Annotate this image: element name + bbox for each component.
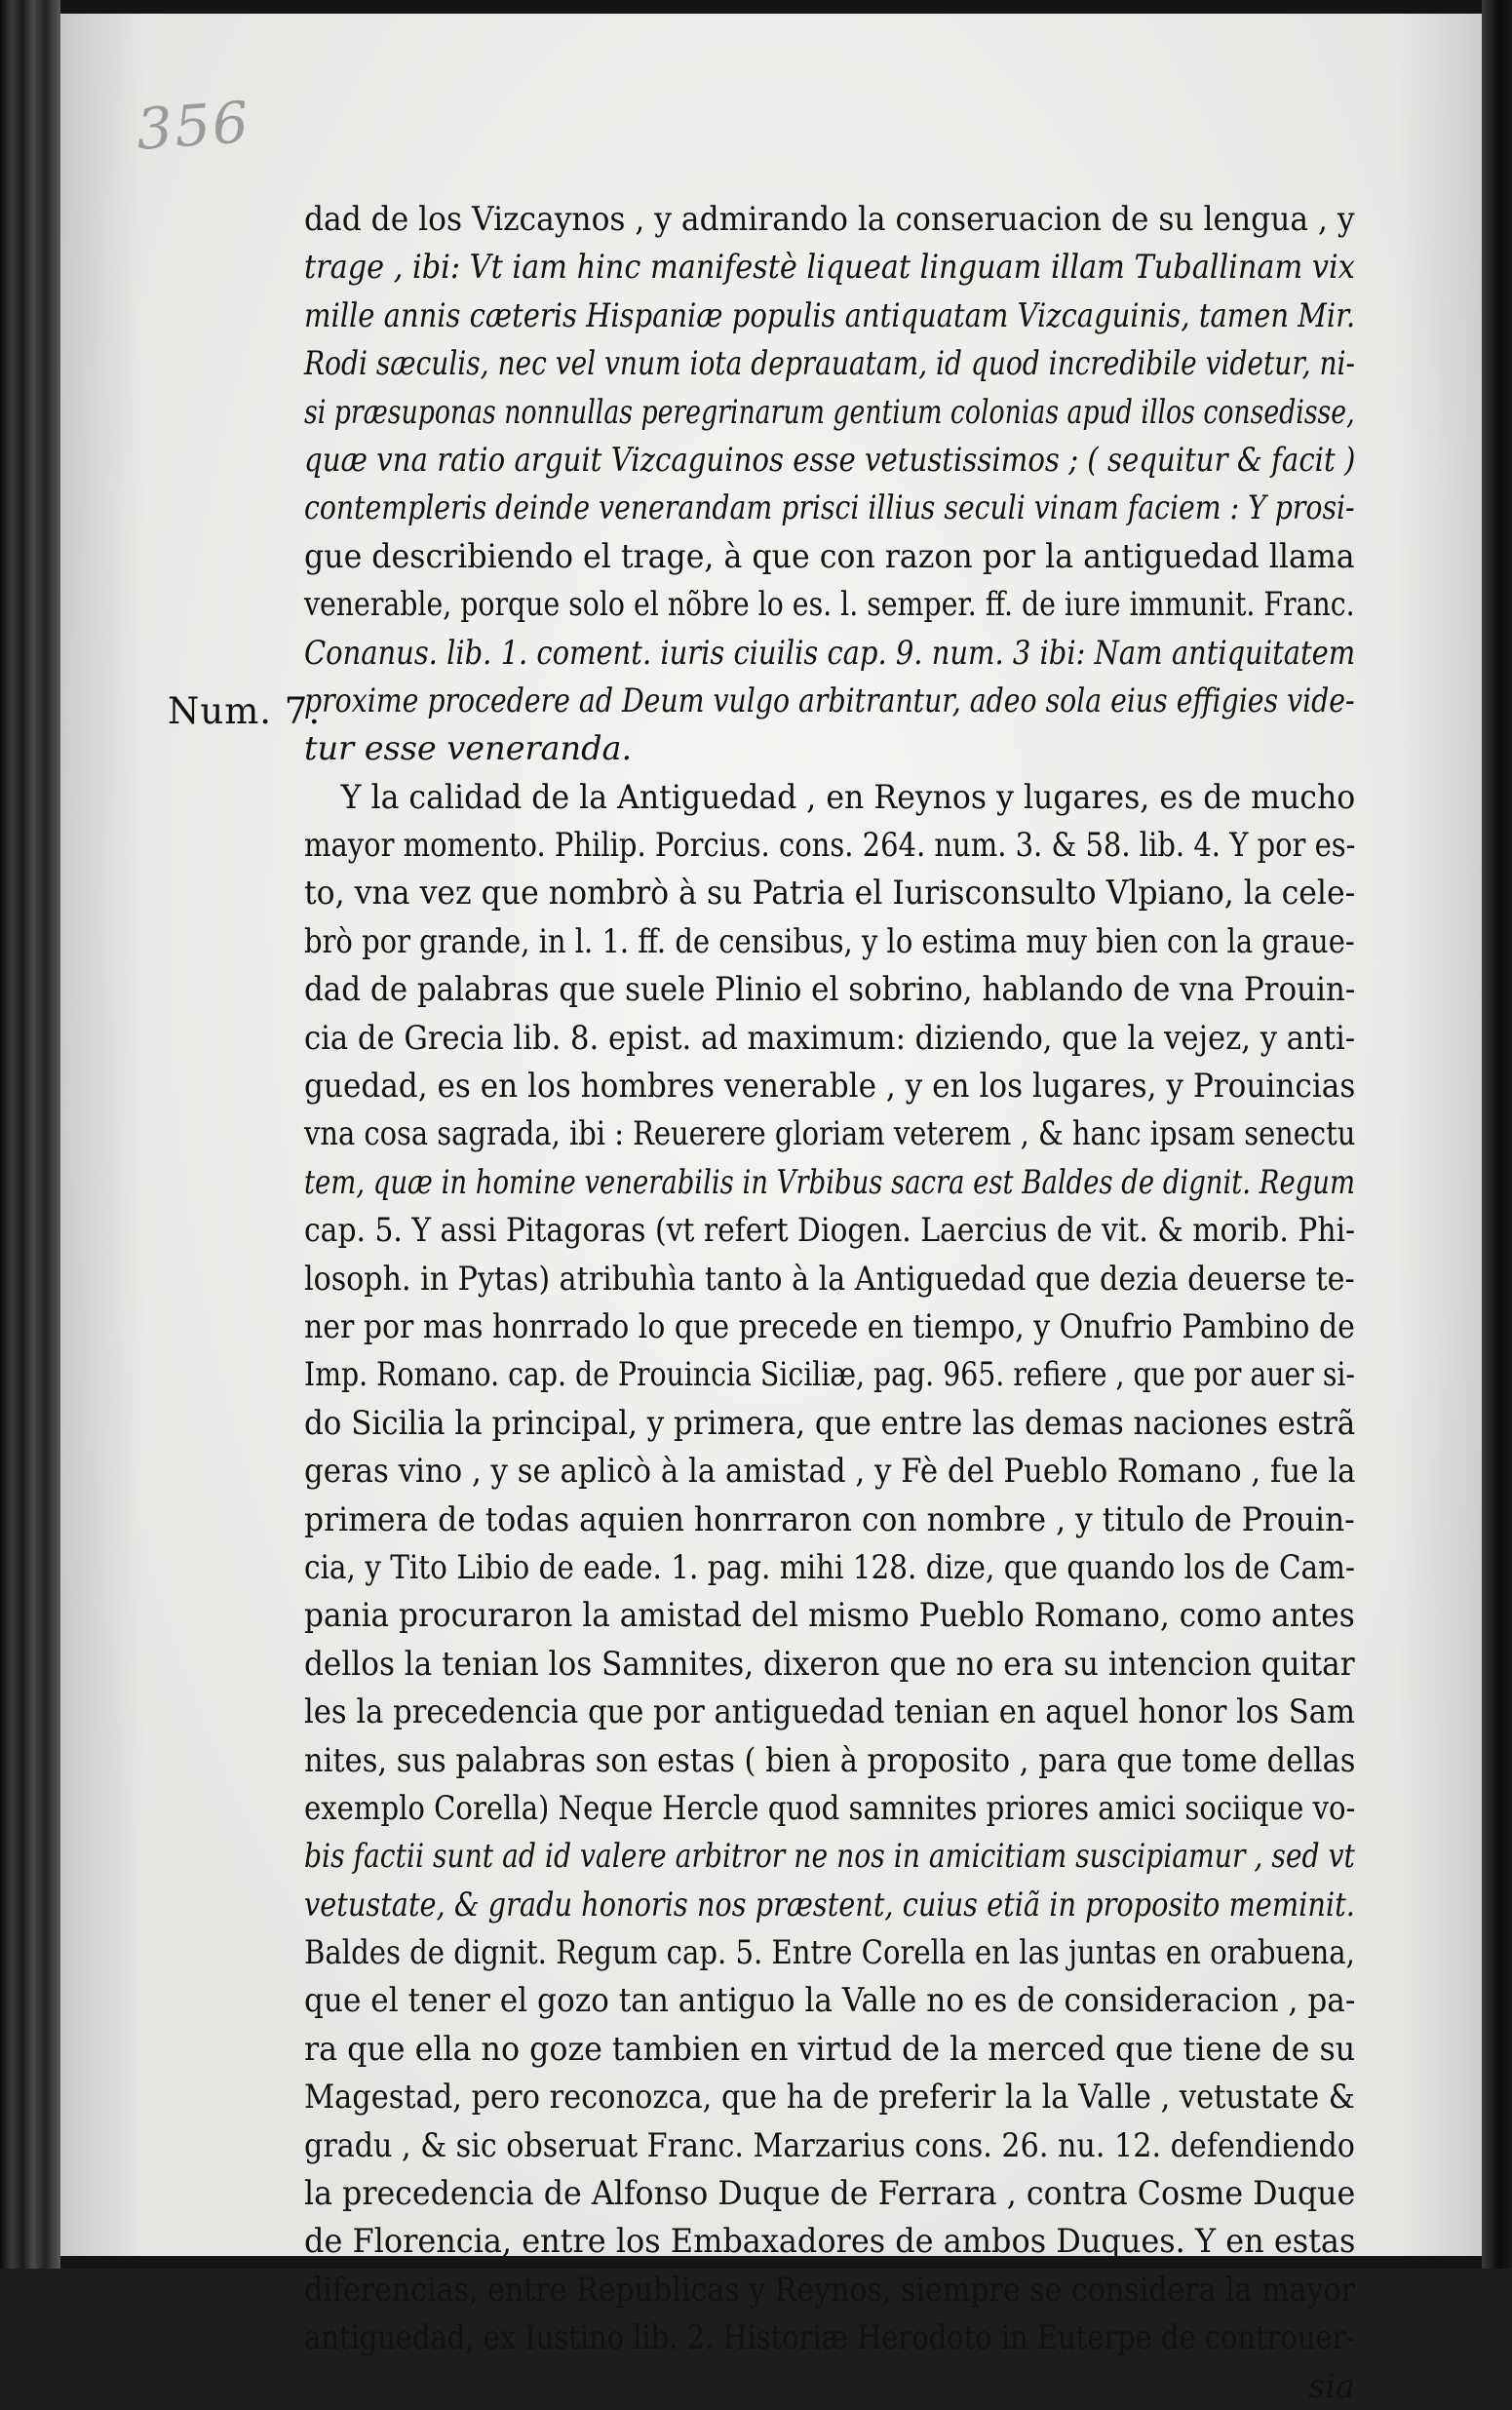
text-line: brò por grande, in l. 1. ff. de censibus, y lo estima muy bien con la graue- <box>304 921 1355 960</box>
text-line: quæ vna ratio arguit Vizcaguinos esse vetustissimos ; ( sequitur & facit ) <box>304 440 1356 479</box>
text-line: proxime procedere ad Deum vulgo arbitrantur, adeo sola eius effigies vide- <box>304 680 1355 719</box>
text-line: dad de palabras que suele Plinio el sobrino, hablando de vna Prouin- <box>304 970 1356 1009</box>
text-line: cia, y Tito Libio de eade. 1. pag. mihi 128. dize, que quando los de Cam- <box>304 1547 1355 1586</box>
text-line: tem, quæ in homine venerabilis in Vrbibus sacra est Baldes de dignit. Regum <box>304 1162 1356 1201</box>
text-line: de Florencia, entre los Embaxadores de ambos Duques. Y en estas <box>304 2222 1356 2261</box>
text-line: Y la calidad de la Antiguedad , en Reynos y lugares, es de mucho <box>340 777 1356 816</box>
text-line: mayor momento. Philip. Porcius. cons. 264. num. 3. & 58. lib. 4. Y por es- <box>304 826 1356 865</box>
text-line: contempleris deinde venerandam prisci illius seculi vinam faciem : Y prosi- <box>304 488 1355 527</box>
book-outer-edge <box>1482 0 1512 2269</box>
text-line: Baldes de dignit. Regum cap. 5. Entre Corella en las juntas en orabuena, <box>304 1933 1355 1972</box>
text-line: les la precedencia que por antiguedad tenian en aquel honor los Sam <box>304 1692 1356 1731</box>
text-line: dad de los Vizcaynos , y admirando la conseruacion de su lengua , y <box>304 200 1355 238</box>
text-line: do Sicilia la principal, y primera, que entre las demas naciones estrã <box>304 1403 1356 1442</box>
text-line: guedad, es en los hombres venerable , y en los lugares, y Prouincias <box>304 1067 1356 1106</box>
catchword: sia <box>1308 2366 1355 2405</box>
text-line: antiguedad, ex Iustino lib. 2. Historiæ Herodoto in Euterpe de controuer- <box>304 2318 1356 2357</box>
text-line: diferencias, entre Republicas y Reynos, siempre se considera la mayor <box>304 2270 1355 2309</box>
margin-note: Num. 7. <box>168 690 322 732</box>
text-line: geras vino , y se aplicò à la amistad , y Fè del Pueblo Romano , fue la <box>304 1452 1356 1491</box>
text-line: cap. 5. Y assi Pitagoras (vt refert Diogen. Laercius de vit. & morib. Phi- <box>304 1211 1356 1250</box>
page-folio-number: 356 <box>134 89 252 163</box>
text-line: venerable, porque solo el nõbre lo es. l. semper. ff. de iure immunit. Franc. <box>304 585 1355 624</box>
text-line: bis factii sunt ad id valere arbitror ne nos in amicitiam suscipiamur , sed vt <box>304 1837 1355 1876</box>
text-line: cia de Grecia lib. 8. epist. ad maximum: diziendo, que la vejez, y anti- <box>304 1018 1356 1057</box>
text-line: losoph. in Pytas) atribuhìa tanto à la Antiguedad que dezia deuerse te- <box>304 1259 1355 1298</box>
text-line: Conanus. lib. 1. coment. iuris ciuilis cap. 9. num. 3 ibi: Nam antiquitatem <box>304 633 1356 672</box>
body-text <box>304 195 1355 2410</box>
text-line: vna cosa sagrada, ibi : Reuerere gloriam veterem , & hanc ipsam senectu <box>304 1114 1356 1153</box>
text-line: la precedencia de Alfonso Duque de Ferrara , contra Cosme Duque <box>304 2174 1356 2213</box>
text-line: mille annis cæteris Hispaniæ populis antiquatam Vizcaguinis, tamen Mir. <box>304 295 1356 334</box>
text-line: trage , ibi: Vt iam hinc manifestè liqueat linguam illam Tuballinam vix <box>304 248 1355 287</box>
text-line: dellos la tenian los Samnites, dixeron que no era su intencion quitar <box>304 1644 1355 1683</box>
text-line: Rodi sæculis, nec vel vnum iota deprauatam, id quod incredibile videtur, ni- <box>304 344 1356 383</box>
text-line: si præsuponas nonnullas peregrinarum gentium colonias apud illos consedisse, <box>304 392 1355 431</box>
text-line: gue describiendo el trage, à que con razon por la antiguedad llama <box>304 536 1355 575</box>
text-line: gradu , & sic obseruat Franc. Marzarius cons. 26. nu. 12. defendiendo <box>304 2125 1355 2164</box>
text-line: tur esse veneranda. <box>304 729 633 768</box>
text-line: ra que ella no goze tambien en virtud de la merced que tiene de su <box>304 2029 1356 2068</box>
text-line: nites, sus palabras son estas ( bien à proposito , para que tome dellas <box>304 1740 1356 1779</box>
text-line: exemplo Corella) Neque Hercle quod samnites priores amici sociique vo- <box>304 1788 1356 1827</box>
text-line: Magestad, pero reconozca, que ha de preferir la la Valle , vetustate & <box>304 2078 1355 2117</box>
text-line: to, vna vez que nombrò à su Patria el Iurisconsulto Vlpiano, la cele- <box>304 874 1356 913</box>
text-line: primera de todas aquien honrraron con nombre , y titulo de Prouin- <box>304 1499 1355 1538</box>
text-line: vetustate, & gradu honoris nos præstent, cuius etiã in proposito meminit. <box>304 1885 1355 1924</box>
text-line: ner por mas honrrado lo que precede en tiempo, y Onufrio Pambino de <box>304 1306 1355 1345</box>
text-line: pania procuraron la amistad del mismo Pueblo Romano, como antes <box>304 1596 1355 1635</box>
text-line: Imp. Romano. cap. de Prouincia Siciliæ, pag. 965. refiere , que por auer si- <box>304 1355 1355 1394</box>
text-line: que el tener el gozo tan antiguo la Valle no es de consideracion , pa- <box>304 1981 1356 2020</box>
book-gutter-edge <box>0 0 60 2269</box>
